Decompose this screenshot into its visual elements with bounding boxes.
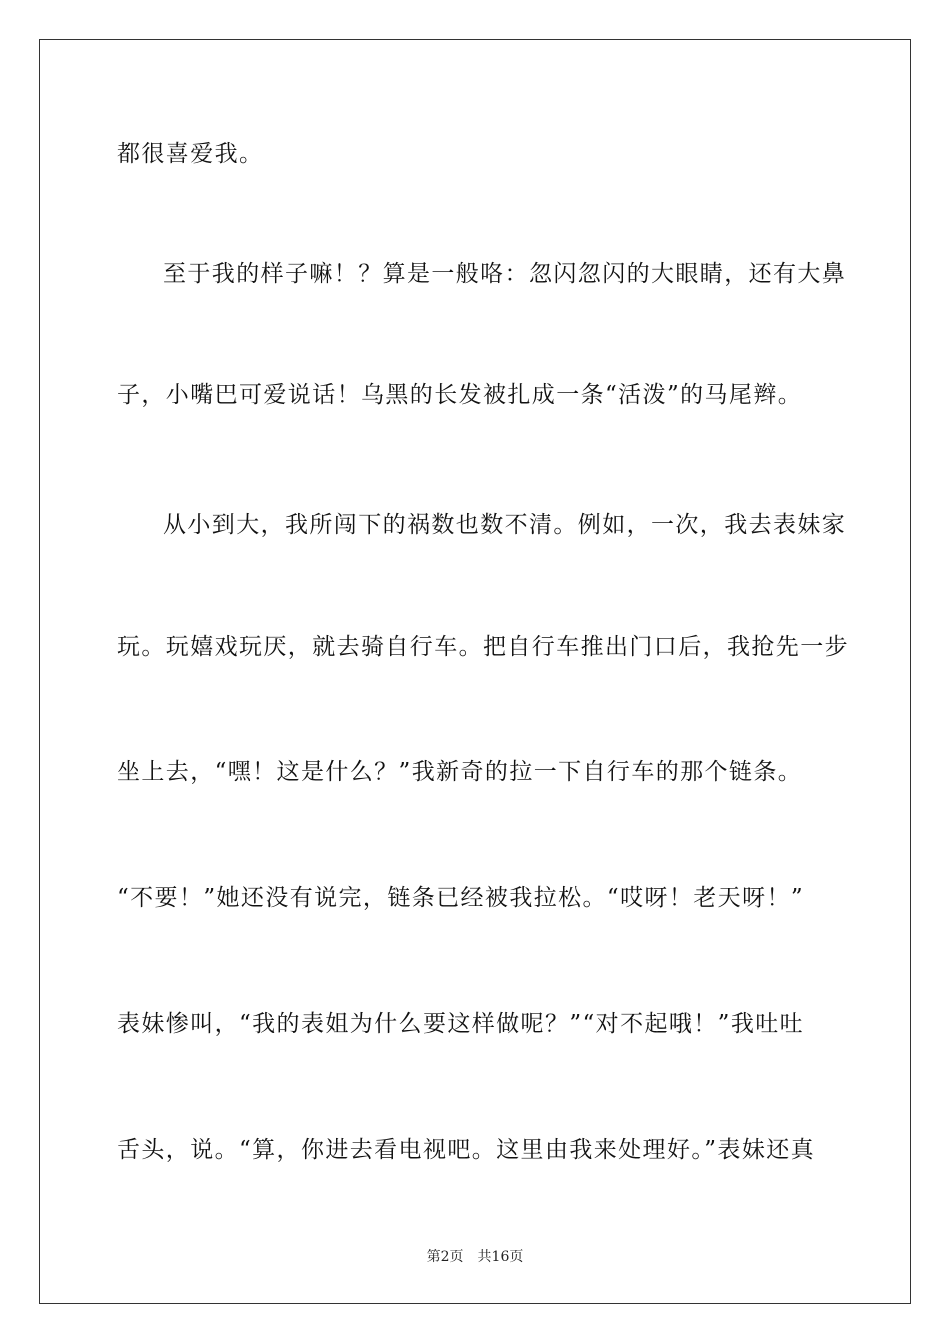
text-line: 坐上去，“嘿！这是什么？”我新奇的拉一下自行车的那个链条。 (117, 759, 803, 785)
page-total: 共16页 (477, 1249, 524, 1265)
text-line: “不要！”她还没有说完，链条已经被我拉松。“哎呀！老天呀！” (117, 885, 805, 911)
page-number: 第2页 (426, 1249, 464, 1265)
page-footer (0, 1248, 950, 1266)
text-line: 玩。玩嬉戏玩厌，就去骑自行车。把自行车推出门口后，我抢先一步 (117, 634, 849, 660)
text-line: 从小到大，我所闯下的祸数也数不清。例如，一次，我去表妹家 (163, 512, 847, 538)
text-line: 表妹惨叫，“我的表姐为什么要这样做呢？”“对不起哦！”我吐吐 (117, 1011, 805, 1037)
text-line: 至于我的样子嘛！？算是一般咯：忽闪忽闪的大眼睛，还有大鼻 (163, 261, 847, 287)
page-border (39, 39, 911, 1304)
text-line: 子，小嘴巴可爱说话！乌黑的长发被扎成一条“活泼”的马尾辫。 (117, 382, 803, 408)
text-line: 舌头，说。“算，你进去看电视吧。这里由我来处理好。”表妹还真 (117, 1137, 816, 1163)
text-line: 都很喜爱我。 (117, 141, 264, 167)
